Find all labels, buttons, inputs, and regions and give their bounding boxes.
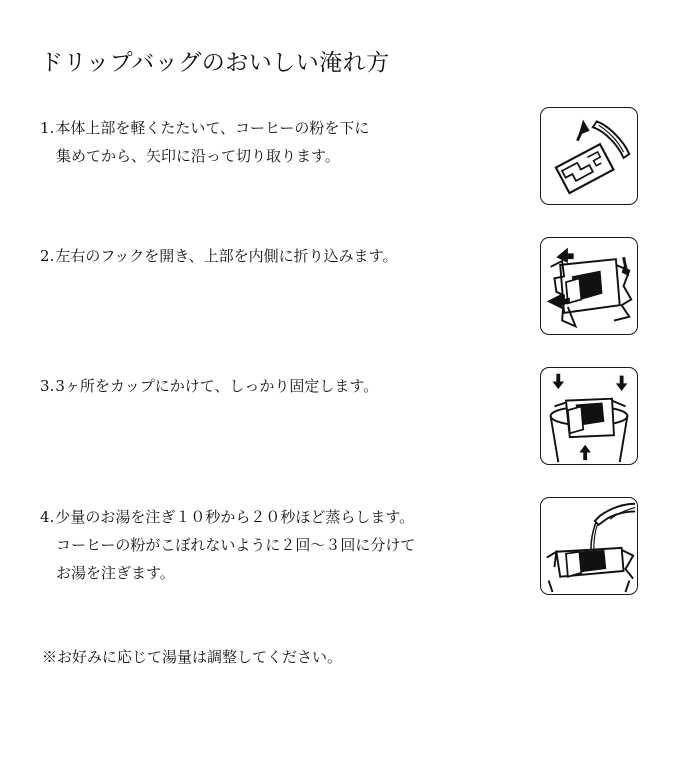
step-1-text-1: 本体上部を軽くたたいて、コーヒーの粉を下に (55, 119, 370, 137)
step-2-number: 2. (40, 247, 55, 265)
step-1 (40, 114, 510, 170)
drip-bag-on-cup-icon (540, 367, 638, 465)
step-1-line-1 (40, 114, 510, 142)
step-4-line-1 (40, 503, 510, 531)
drip-bag-open-hooks-icon (540, 237, 638, 335)
step-3-number: 3. (40, 377, 55, 395)
step-4-line-3: お湯を注ぎます。 (56, 564, 175, 582)
step-3 (40, 372, 510, 400)
step-2-text-1: 左右のフックを開き、上部を内側に折り込みます。 (55, 247, 398, 265)
step-4-text-1: 少量のお湯を注ぎ１０秒から２０秒ほど蒸らします。 (55, 508, 415, 526)
step-2-line-1 (40, 242, 510, 270)
footnote: ※お好みに応じて湯量は調整してください。 (42, 648, 343, 666)
step-4 (40, 503, 510, 587)
step-4-number: 4. (40, 508, 55, 526)
page-title: ドリップバッグのおいしい淹れ方 (40, 50, 390, 76)
step-4-line-2: コーヒーの粉がこぼれないように２回〜３回に分けて (56, 536, 416, 554)
step-3-line-1 (40, 372, 510, 400)
drip-bag-tear-icon (540, 107, 638, 205)
step-3-text-1: 3ヶ所をカップにかけて、しっかり固定します。 (55, 377, 379, 395)
step-1-number: 1. (40, 119, 55, 137)
step-2 (40, 242, 510, 270)
kettle-pouring-icon (540, 497, 638, 595)
step-1-line-2: 集めてから、矢印に沿って切り取ります。 (56, 147, 340, 165)
